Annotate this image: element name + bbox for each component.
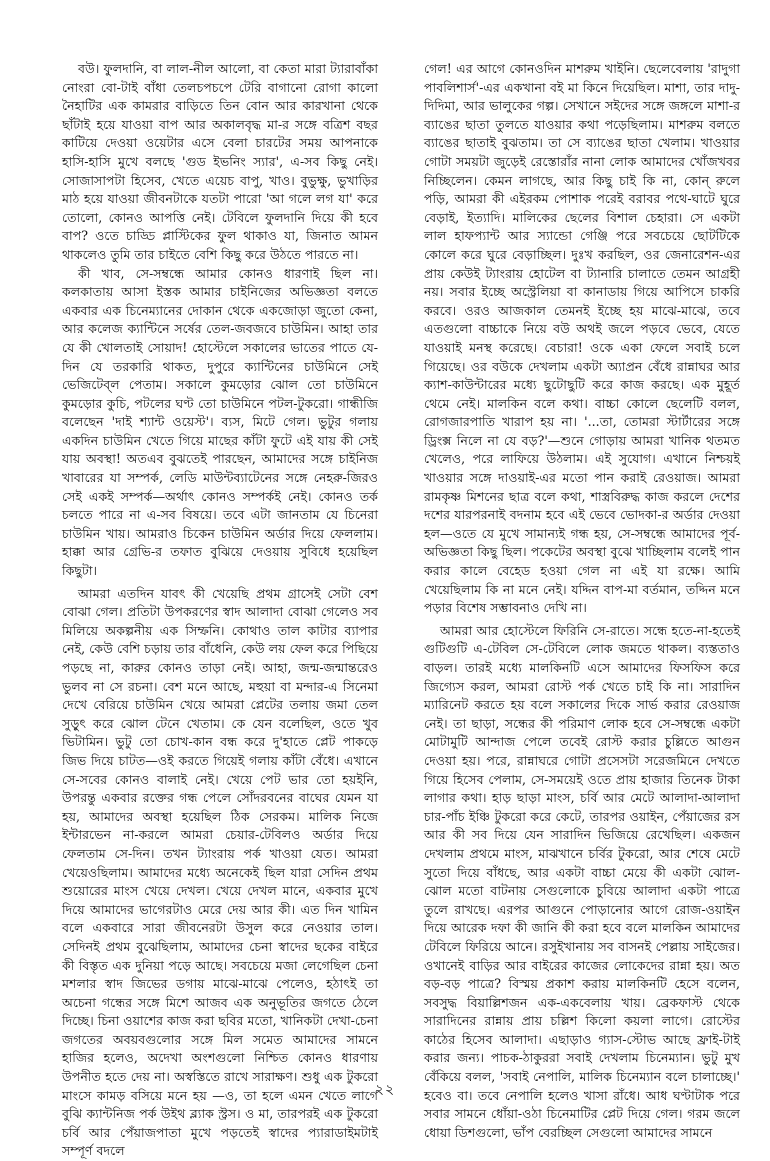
left-column xyxy=(62,60,378,1159)
page-number: ২২ xyxy=(374,1082,396,1098)
paragraph: কী খাব, সে-সম্বন্ধে আমার কোনও ধারণাই ছিল না। কলকাতায় আসা ইস্তক আমার চাইনিজের অভিজ্ঞতা বলতে একবার এক চিনেম্যানের দোকান থেকে একজোড়া জুতো কেনা, আর কলেজ ক্যান্টিনে সর্ষের তেল-জবজবে চাউমিন। আহা তার যে কী খোলতাই সোয়াদ! হোস্টেলে সকালের ভাতের পাতে যে-দিন যে তরকারি থাকত, দুপুরে ক্যান্টিনের চাউমিনে সেই ভেজিটেব্‌ল পেতাম। সকালে কুমড়োর ঝোল তো চাউমিনে কুমড়োর কুচি, পটলের ঘণ্ট তো চাউমিনে পটল-টুকরো। গান্ধীজি বলেছেন 'দাই শ্যান্ট ওয়েস্ট'। ব্যস, মিটে গেল। ভুটুর গলায় একদিন চাউমিন খেতে গিয়ে মাছের কাঁটা ফুটে এই যায় কী সেই যায় অবস্থা! অতএব বুঝতেই পারছেন, আমাদের সঙ্গে চাইনিজ খাবারের যা সম্পর্ক, লেডি মাউন্টব্যাটেনের সঙ্গে নেহরু-জিরও সেই একই সম্পর্ক—অর্থাৎ কোনও সম্পর্কই নেই। কোনও তর্ক চলতে পারে না এ-সব বিষয়ে। তবে এটা জানতাম যে চিনেরা চাউমিন খায়। আমরাও চিকেন চাউমিন অর্ডার দিয়ে ফেললাম। হাক্কা আর গ্রেভি-র তফাত বুঝিয়ে দেওয়ায় সুবিধে হয়েছিল কিছুটা। xyxy=(62,265,378,579)
paragraph: বউ। ফুলদানি, বা লাল-নীল আলো, বা কেতা মারা ট্যারাবাঁকা নোংরা বো-টাই বাঁধা তেলচপচপে টেরি বাগানো রোগা কালো নৈহাটির এক কামরার বাড়িতে তিন বোন আর কারখানা থেকে ছাঁটাই হয়ে যাওয়া বাপ আর অকালবৃদ্ধ মা-র সঙ্গে বত্রিশ বছর কাটিয়ে দেওয়া ওয়েটার এসে বেলা চারটের সময় আপনাকে হাসি-হাসি মুখে বলছে 'গুড ইভনিং স্যার', এ-সব কিছু নেই। সোজাসাপটা হিসেব, খেতে এয়েচ বাপু, খাও। বুভুক্ষু, ভুখাড়ির মাঠ হয়ে যাওয়া জীবনটাকে যতটা পারো 'আ গলে লগ যা' করে তোলো, কোনও আপত্তি নেই। টেবিলে ফুলদানি দিয়ে কী হবে বাপ? ওতে চাড্ডি প্লাস্টিকের ফুল থাকাও যা, জিনাত আমন থাকলেও তুমি তার চাইতে বেশি কিছু করে উঠতে পারতে না। xyxy=(62,61,378,262)
paragraph: আমরা এতদিন যাবৎ কী খেয়েছি প্রথম গ্রাসেই সেটা বেশ বোঝা গেল। প্রতিটা উপকরণের স্বাদ আলাদা বোঝা গেলেও সব মিলিয়ে অকল্পনীয় এক সিম্ফনি। কোথাও তাল কাটার ব্যাপার নেই, কেউ বেশি চড়ায় তার বাঁধেনি, কেউ লয় ফেল করে পিছিয়ে পড়ছে না, কারুর কোনও তাড়া নেই। আহা, জন্ম-জন্মান্তরেও ভুলব না সে রচনা। বেশ মনে আছে, মহুয়া বা মন্দার-এ সিনেমা দেখে বেরিয়ে চাউমিন খেয়ে আমরা প্লেটের তলায় জমা তেল সুড়ুৎ করে ঝোল টেনে খেতাম। কে যেন বলেছিল, ওতে খুব ভিটামিন। ভুটু তো চোখ-কান বন্ধ করে দু'হাতে প্লেট পাকড়ে জিভ দিয়ে চাটত—ওই করতে গিয়েই গলায় কাঁটা বেঁধে। এখানে সে-সবের কোনও বালাই নেই। খেয়ে পেট ভার তো হয়ইনি, উপরন্তু একবার রক্তের গন্ধ পেলে সোঁদরবনের বাঘের যেমন যা হয়, আমাদের অবস্থা হয়েছিল ঠিক সেরকম। মালিক নিজে ইন্টারভেন না-করলে আমরা চেয়ার-টেবিলও অর্ডার দিয়ে ফেলতাম সে-দিন। তখন ট্যাংরায় পর্ক খাওয়া যেত। আমরা খেয়েওছিলাম। আমাদের মধ্যে অনেকেই ছিল যারা সেদিন প্রথম শুয়োরের মাংস খেয়ে দেখল। খেয়ে দেখল মানে, একবার মুখে দিয়ে আমাদের ভাগেরটাও মেরে দেয় আর কী। এত দিন খামিন বলে একবারে সারা জীবনেরটা উসুল করে নেওয়ার তাল। সেদিনই প্রথম বুঝেছিলাম, আমাদের চেনা স্বাদের ছকের বাইরে কী বিস্তৃত এক দুনিয়া পড়ে আছে। সবচেয়ে মজা লেগেছিল চেনা মশলার স্বাদ জিভের ডগায় মাঝে-মাঝে পেলেও, হঠাৎই তা অচেনা গন্ধের সঙ্গে মিশে আজব এক অনুভূতির জগতে ঠেলে দিচ্ছে। চিনা ওয়াশের কাজ করা ছবির মতো, খানিকটা দেখা-চেনা জগতের অবয়বগুলোর সঙ্গে মিল সমেত আমাদের সামনে হাজির হলেও, অদেখা অংশগুলো নিশ্চিত কোনও ধারণায় উপনীত হতে দেয় না। অস্বস্তিতে রাখে সারাক্ষণ। শুধু এক টুকরো মাংসে কামড় বসিয়ে মনে হয় —ও, তা হলে এমন খেতে লাগে বুঝি ক্যান্টনিজ পর্ক উইথ ব্ল্যাক স্ট্রস। ও মা, তারপরই এক টুকরো চর্বি আর পেঁয়াজপাতা মুখে পড়তেই স্বাদের প্যারাডাইমটাই সম্পূর্ণ বদলে xyxy=(62,585,378,1159)
paragraph: আমরা আর হোস্টেলে ফিরিনি সে-রাতে। সন্ধে হতে-না-হতেই গুটিগুটি এ-টেবিল সে-টেবিলে লোক জমতে থাকল। ব্যস্ততাও বাড়ল। তারই মধ্যে মালকিনটি এসে আমাদের ফিসফিস করে জিগ্যেস করল, আমরা রোস্ট পর্ক খেতে চাই কি না। সারাদিন ম্যারিনেট করতে হয় বলে সকালের দিকে সার্ভ করার রেওয়াজ নেই। তা ছাড়া, সন্ধের কী পরিমাণ লোক হবে সে-সম্বন্ধে একটা মোটামুটি আন্দাজ পেলে তবেই রোস্ট করার চুল্লিতে আগুন দেওয়া হয়। পরে, রান্নাঘরে গোটা প্রসেসটা সরেজমিনে দেখতে গিয়ে হিসেব পেলাম, সে-সময়েই ওতে প্রায় হাজার তিনেক টাকা লাগার কথা। হাড় ছাড়া মাংস, চর্বি আর মেটে আলাদা-আলাদা চার-পাঁচ ইঞ্চি টুকরো করে কেটে, তারপর ওয়াইন, পেঁয়াজের রস আর কী সব দিয়ে যেন সারাদিন ভিজিয়ে রেখেছিল। একজন দেখলাম প্রথমে মাংস, মাঝখানে চর্বির টুকরো, আর শেষে মেটে সুতো দিয়ে বাঁধছে, আর একটা বাচ্চা মেয়ে কী একটা ঝোল-ঝোল মতো বাটনায় সেগুলোকে চুবিয়ে আলাদা একটা পাত্রে তুলে রাখছে। এরপর আগুনে পোড়ানোর আগে রোজ-ওয়াইন দিয়ে আরেক দফা কী জানি কী করা হবে বলে মালকিন আমাদের টেবিলে ফিরিয়ে আনে। রসুইখানায় সব বাসনই পেল্লায় সাইজের। ওখানেই বাড়ির আর বাইরের কাজের লোকেদের রান্না হয়। অত বড়-বড় পাত্রে? বিস্ময় প্রকাশ করায় মালকিনটি হেসে বলেন, সবসুদ্ধ বিয়াল্লিশজন এক-একবেলায় খায়। ব্রেকফাস্ট থেকে সারাদিনের রান্নায় প্রায় চল্লিশ কিলো কয়লা লাগে। রোস্টের কাঠের হিসেব আলাদা। এছাড়াও গ্যাস-স্টোভ আছে ফ্রাই-টাই করার জন্য। পাচক-ঠাকুররা সবাই দেখলাম চিনেম্যান। ভুটু মুখ বেঁকিয়ে বলল, 'সবাই নেপালি, মালিক চিনেম্যান বলে চালাচ্ছে।' হবেও বা। তবে নেপালি হলেও খাসা রাঁধে। আধ ঘণ্টাটাক পরে সবার সামনে ধোঁয়া-ওঠা চিনেমাটির প্লেট দিয়ে গেল। গরম জলে ধোয়া ডিশগুলো, ভাঁপ বেরচ্ছিল সেগুলো আমাদের সামনে xyxy=(424,622,740,1140)
paragraph: গেল! এর আগে কোনওদিন মাশরুম খাইনি। ছেলেবেলায় 'রাদুগা পাবলিশার্স'-এর একখানা বই মা কিনে দিয়েছিল। মাশা, তার দাদু-দিদিমা, আর ভালুকের গল্প। সেখানে সইদের সঙ্গে জঙ্গলে মাশা-র ব্যাঙের ছাতা তুলতে যাওয়ার কথা পড়েছিলাম। মাশরুম বলতে ব্যাঙের ছাতাই বুঝতাম। তা সে ব্যাঙের ছাতা খেলাম। খাওয়ার গোটা সময়টা জুড়েই রেস্তোরাঁর নানা লোক আমাদের খোঁজখবর নিচ্ছিলেন। কেমন লাগছে, আর কিছু চাই কি না, কোন্ রুলে পড়ি, আমরা কী এইরকম পোশাক পরেই বরাবর পথে-ঘাটে ঘুরে বেড়াই, ইত্যাদি। মালিকের ছেলের বিশাল চেহারা। সে একটা লাল হাফপ্যান্ট আর স্যান্ডো গেঞ্জি পরে সবচেয়ে ছোটটিকে কোলে করে ঘুরে বেড়াচ্ছিল। দুঃখ করছিল, ওর জেনারেশন-এর প্রায় কেউই ট্যাংরায় হোটেল বা ট্যানারি চালাতে তেমন আগ্রহী নয়। সবার ইচ্ছে অস্ট্রেলিয়া বা কানাডায় গিয়ে আপিসে চাকরি করবে। ওরও আজকাল তেমনই ইচ্ছে হয় মাঝে-মাঝে, তবে এতগুলো বাচ্চাকে নিয়ে বউ অথই জলে পড়বে ভেবে, যেতে যাওয়াই মনস্থ করেছে। বেচারা! ওকে একা ফেলে সবাই চলে গিয়েছে। ওর বউকে দেখলাম একটা অ্যাপ্রন বেঁধে রান্নাঘর আর ক্যাশ-কাউন্টারের মধ্যে ছুটোছুটি করে কাজ করছে। এক মুহূর্ত থেমে নেই। মালকিন বলে কথা। বাচ্চা কোলে ছেলেটি বলল, রোগজারপাতি খারাপ হয় না। '...তা, তোমরা স্টার্টারের সঙ্গে ড্রিংক্স নিলে না যে বড়?'—শুনে গোড়ায় আমরা খানিক থতমত খেলেও, পরে লাফিয়ে উঠলাম। এই সুযোগ। এখানে নিশ্চয়ই খাওয়ার সঙ্গে দাওয়াই-এর মতো পান করাই রেওয়াজ। আমরা রামকৃষ্ণ মিশনের ছাত্র বলে কথা, শাস্ত্রবিরুদ্ধ কাজ করলে দেশের দশের যারপরনাই বদনাম হবে এই ভেবে ভোদকা-র অর্ডার দেওয়া হল—ওতে যে মুখে সামান্যই গন্ধ হয়, সে-সম্বন্ধে আমাদের পূর্ব-অভিজ্ঞতা কিছু ছিল। পকেটের অবস্থা বুঝে খাচ্ছিলাম বলেই পান করার কালে বেহেড হওয়া গেল না এই যা রক্ষে। আমি খেয়েছিলাম কি না মনে নেই। যদ্দিন বাপ-মা বর্তমান, তদ্দিন মনে পড়ার বিশেষ সম্ভাবনাও দেখি না। xyxy=(424,61,740,616)
right-column xyxy=(424,60,740,1140)
